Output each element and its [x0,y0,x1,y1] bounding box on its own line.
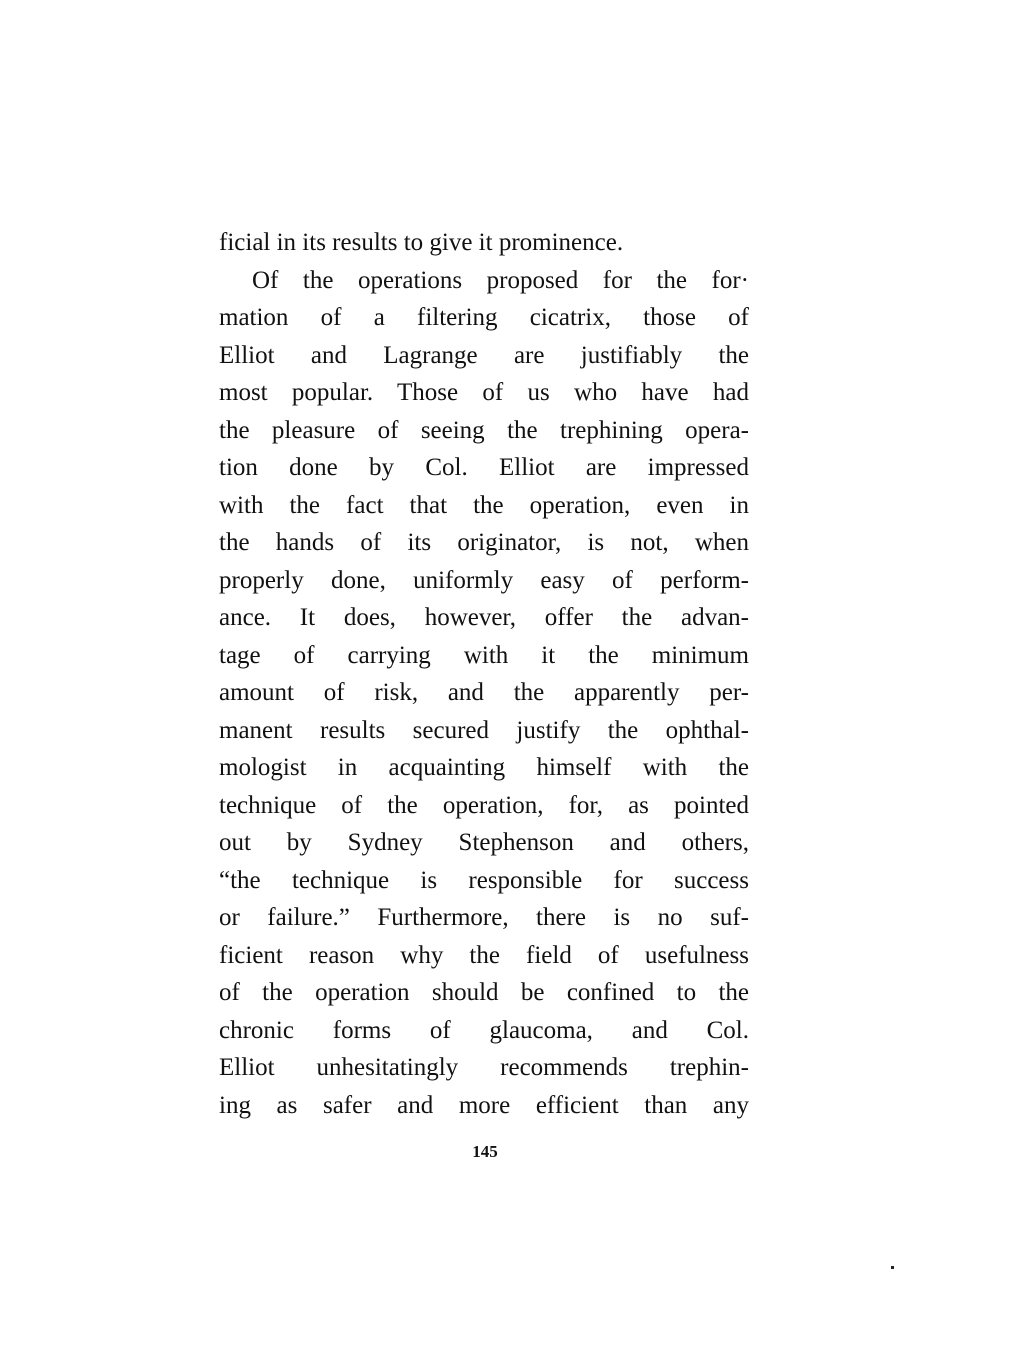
text-line: properly done, uniformly easy of perform- [219,566,749,594]
text-line: tion done by Col. Elliot are impressed [219,454,749,481]
text-line: ing as safer and more efficient than any [219,1091,749,1119]
text-line: mologist in acquainting himself with the [219,754,749,781]
scan-speck [891,1266,894,1269]
page-number: 145 [472,1142,498,1161]
text-line: out by Sydney Stephenson and others, [219,829,749,856]
text-line: amount of risk, and the apparently per- [219,679,749,706]
text-line: technique of the operation, for, as pointed [219,791,749,819]
text-line: the pleasure of seeing the trephining opera- [219,416,749,444]
text-line: most popular. Those of us who have had [219,379,749,406]
text-line: tage of carrying with it the minimum [219,641,749,669]
text-line: the hands of its originator, is not, when [219,529,749,556]
text-line: chronic forms of glaucoma, and Col. [219,1016,749,1044]
body-text [219,224,749,1124]
text-line: of the operation should be confined to the [219,979,749,1006]
text-line: Elliot unhesitatingly recommends trephin- [219,1054,749,1081]
text-line: Elliot and Lagrange are justifiably the [219,341,749,369]
text-line: manent results secured justify the ophthal- [219,716,749,744]
text-line: or failure.” Furthermore, there is no suf- [219,904,749,931]
text-line: mation of a filtering cicatrix, those of [219,304,749,331]
text-line: ficial in its results to give it prominence. [219,229,624,256]
text-line: ance. It does, however, offer the advan- [219,604,749,631]
text-line: “the technique is responsible for success [219,866,749,894]
text-line: ficient reason why the field of usefulness [219,941,749,969]
text-line: with the fact that the operation, even in [219,491,749,519]
text-line: Of the operations proposed for the for· [252,266,749,294]
